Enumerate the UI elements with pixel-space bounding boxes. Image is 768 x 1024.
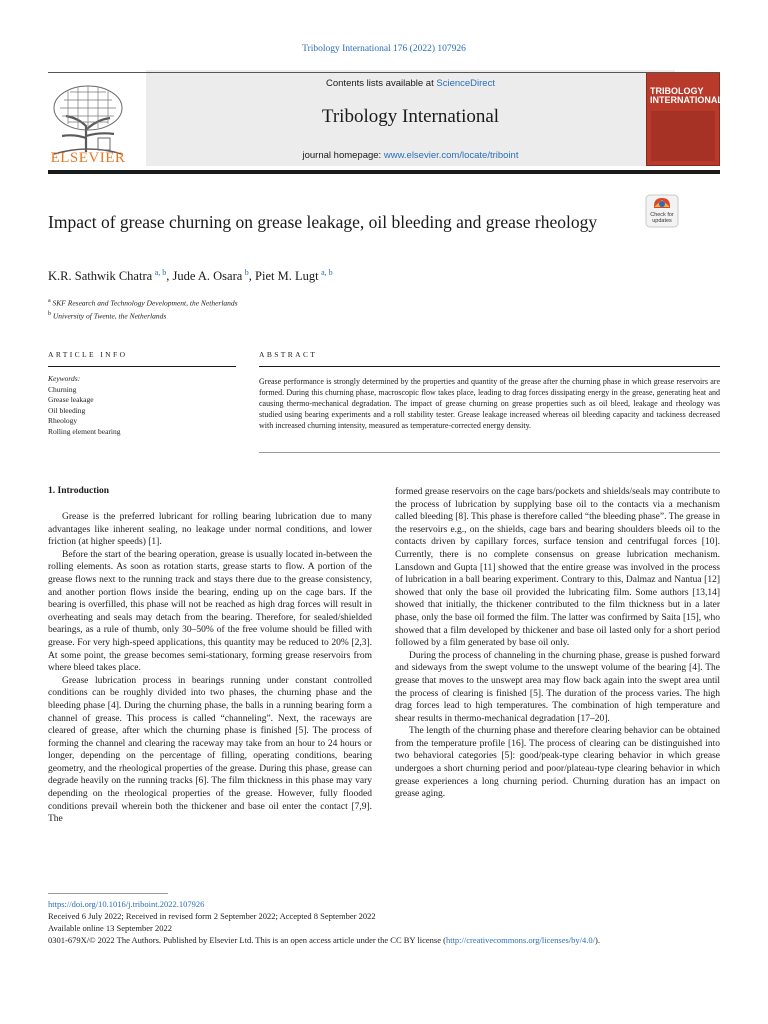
keyword-item: Grease leakage [48,395,94,404]
keywords-label: Keywords: [48,374,81,383]
affiliation-marker: b [48,310,51,317]
keyword-item: Oil bleeding [48,405,86,415]
author-list: K.R. Sathwik Chatra $^{a, b}$, Jude A. Osara $^b$, Piet M. Lugt $^{a, b}$ [48,268,333,284]
body-paragraph: Before the start of the bearing operation, grease is usually located in-between the rolling elements. As soon as rotation starts, grease starts to flow. A portion of the grease flows next to the running track and stays there due to the grease consistency, and another portion flows inside the bearing, ending up on the cage bars. If the bearing is overfilled, this phase will not be reached as high drag forces will result in overheating and seals may detach from the bearing. Therefore, for sealed/shielded bearings, as a rule of thumb, only 30–50% of the free volume should be filled with grease. For very high-speed applications, this quantity may be reduced to 20% [2,3]. At some point, the grease becomes semi-stationary, forming grease reservoirs from where bleed takes place. [48,549,372,674]
keyword-item: Rolling element bearing [48,426,121,436]
doi-link[interactable]: https://doi.org/10.1016/j.triboint.2022.107926 [48,899,205,909]
contents-prefix: Contents lists available at [326,78,437,89]
author-name[interactable]: Piet M. Lugt [255,269,319,284]
body-column-left [48,511,372,826]
affiliation-text: SKF Research and Technology Development, the Netherlands [52,298,238,308]
body-paragraph: Grease lubrication process in bearings running under constant controlled conditions can be roughly divided into two phases, the churning phase and the bleeding phase [4]. During the churning phase, the balls in a running bearing form a channel of grease. This process is called “channeling”. Next, the raceways are cleared of grease, after which the churning phase is finished [5]. The process of forming the channel and clearing the raceway may take from an hour to 24 hours or longer, depending on the percentage of filling, operating conditions, bearing geometry, and the rheological properties of the grease. During this phase, grease can degrade heavily on the running tracks [6]. The film thickness in this phase may vary depending on the rheological properties of the grease. However, fully flooded conditions prevail wherein both the thickener and base oil enter the contact [7,9]. The [48,675,372,825]
license-prefix: 0301-679X/© 2022 The Authors. Published by Elsevier Ltd. This is an open access article under the CC BY license ( [48,935,446,945]
affiliation-text: University of Twente, the Netherlands [52,311,167,320]
keyword-item: Rheology [48,416,78,425]
body-paragraph: Grease is the preferred lubricant for rolling bearing lubrication due to many advantages like inherent sealing, no leakage under normal conditions, and lower friction (at higher speeds) [1]. [48,512,372,548]
banner-top-rule [48,72,720,73]
contents-line [146,78,675,89]
elsevier-wordmark: ELSEVIER [50,150,126,166]
author-affiliation-marker[interactable]: a, b [321,268,333,277]
section-heading-introduction: 1. Introduction [48,486,110,496]
article-title: Impact of grease churning on grease leakage, oil bleeding and grease rheology [48,212,598,232]
author-name[interactable]: Jude A. Osara [172,269,243,284]
sciencedirect-link[interactable]: ScienceDirect [436,78,495,89]
footer-rule [48,893,168,894]
abstract-text: Grease performance is strongly determined by the properties and quantity of the grease after the churning phase in which grease reservoirs are formed. During this churning phase, macroscopic flow takes place, leading to drag forces dissipating energy in the grease, generating heat and causing thermo-mechanical degradation. The impact of grease churning on grease properties such as oil bleed, leakage and rheology was studied using bearing experiments and a roll stability tester. Grease leakage increased whereas oil bleeding capacity and tackiness decreased with increased churning intensity, measured as temperature-corrected energy density. [259,377,720,430]
abstract-heading: ABSTRACT [259,350,318,359]
body-paragraph: The length of the churning phase and therefore clearing behavior can be obtained from the temperature profile [16]. The process of clearing can be distinguished into two behavioral categories [5]: good/peak-type clearing behavior in which grease undergoes a short churning period and poor/plateau-type clearing behavior in which grease experiences a long churning period. Churning duration has an impact on grease aging. [395,726,720,800]
body-column-right [395,486,720,801]
journal-citation[interactable]: Tribology International 176 (2022) 107926 [302,44,466,54]
license-link[interactable]: http://creativecommons.org/licenses/by/4.0/ [445,935,595,945]
affiliation-marker: a [48,298,51,304]
article-info-heading: ARTICLE INFO [48,350,128,359]
abstract-rule [259,366,720,367]
abstract-bottom-rule [259,452,720,453]
author-name[interactable]: K.R. Sathwik Chatra [48,269,153,284]
article-info-rule [48,366,236,367]
author-affiliation-marker[interactable]: b [244,268,249,277]
keywords-block [48,374,228,437]
banner-bottom-rule [48,170,720,174]
cover-artwork [651,111,715,161]
homepage-line [146,150,675,161]
journal-banner [48,70,723,174]
journal-name[interactable]: Tribology International [321,106,500,127]
check-for-updates-label[interactable]: Check for updates [650,212,674,224]
affiliations [48,296,238,321]
available-online: Available online 13 September 2022 [48,923,173,933]
journal-cover-image[interactable] [646,72,723,166]
author-affiliation-marker[interactable]: a, b [154,268,167,277]
keyword-item: Churning [48,384,77,394]
body-paragraph: formed grease reservoirs on the cage bars/pockets and shields/seals may contribute to the process of lubrication by supplying base oil to the contacts via a mechanism called bleeding [8]. This phase is therefore called “the bleeding phase”. The grease in the reservoirs e.g., on the shields, cage bars and bearing shoulders bleeds oil to the contacts driven by capillary forces, surface tension and centrifugal forces [10]. Currently, there is no complete consensus on grease lubrication mechanism. Lansdown and Gupta [11] showed that the entire grease was involved in the process of lubrication in a ball bearing experiment. Contrary to this, Dalmaz and Nantua [12] showed that only the base oil provided the lubricating film. Some authors [13,14] showed that initially, the thickener contributed to the film thickness but in a later phase, only the base oil formed the film. The latter was confirmed by Saita [15], who showed that a film developed by thickener and base oil lasted only for a short period followed by a film generated by base oil only. [395,487,720,649]
received-dates: Received 6 July 2022; Received in revised form 2 September 2022; Accepted 8 September 2022 [48,911,376,921]
body-paragraph: During the process of channeling in the churning phase, grease is pushed forward and sideways from the swept volume to the unswept volume of the bearing [4]. The grease that moves to the unswept area may flow back again into the swept area until the process of clearing is finished [5]. The duration of the process varies. The high drag forces lead to high temperatures. The combination of high temperature and shear results in thermo-mechanical degradation [17–20]. [395,650,720,724]
license-line [48,934,720,946]
license-suffix: ). [595,935,600,945]
affiliation-item [48,296,238,309]
affiliation-item [48,309,238,322]
journal-homepage-link[interactable]: www.elsevier.com/locate/triboint [383,150,519,161]
homepage-prefix: journal homepage: [302,150,384,161]
cover-title: TRIBOLOGY INTERNATIONAL [650,86,723,105]
article-footer [48,898,720,946]
